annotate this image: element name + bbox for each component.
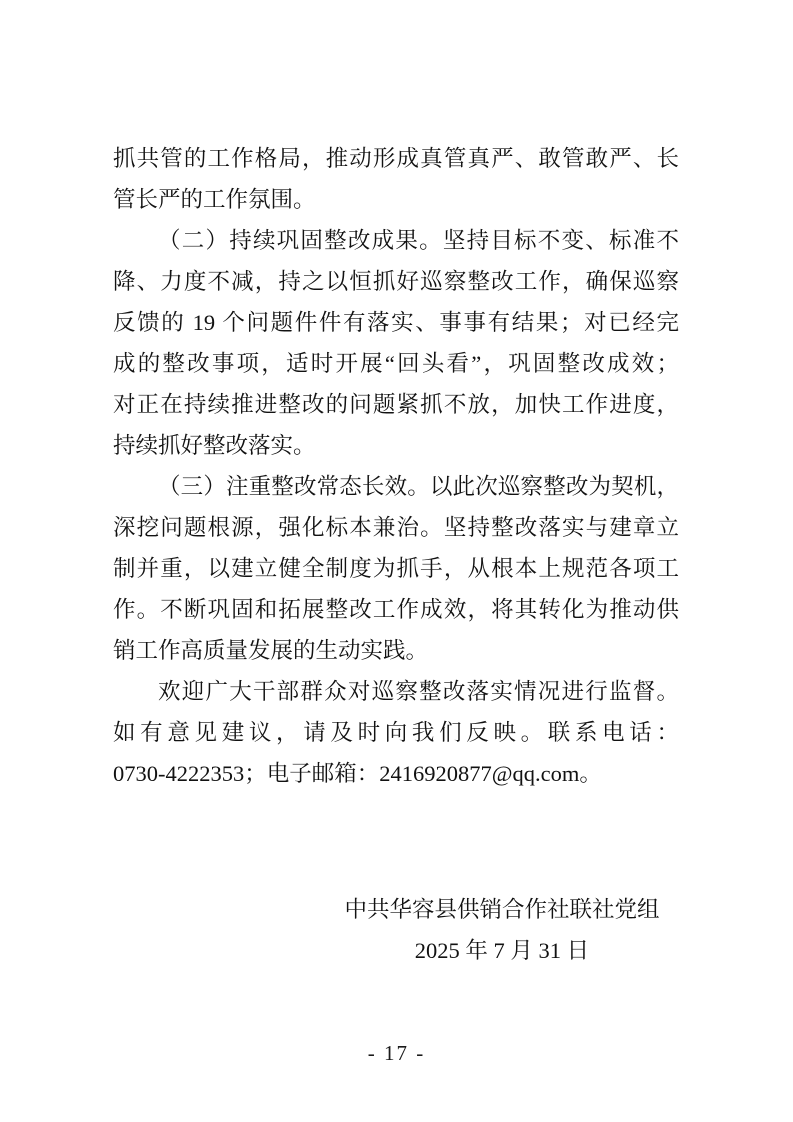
signature-block (338, 889, 666, 971)
text-line: 降、力度不减，持之以恒抓好巡察整改工作，确保巡察 (113, 269, 679, 294)
text-line: 作。不断巩固和拓展整改工作成效，将其转化为推动供 (113, 597, 679, 622)
text-line: 抓共管的工作格局，推动形成真管真严、敢管敢严、长 (113, 146, 679, 171)
text-line: （二）持续巩固整改成果。坚持目标不变、标准不 (158, 228, 679, 253)
text-line: （三）注重整改常态长效。以此次巡察整改为契机， (158, 474, 679, 499)
page-number: - 17 - (367, 1041, 426, 1065)
text-line: 管长严的工作氛围。 (113, 187, 316, 212)
text-line: 对正在持续推进整改的问题紧抓不放，加快工作进度， (113, 392, 679, 417)
signature-date: 2025 年 7 月 31 日 (414, 938, 590, 963)
text-line: 制并重，以建立健全制度为抓手，从根本上规范各项工 (113, 556, 679, 581)
text-line: 0730-4222353；电子邮箱：2416920877@qq.com。 (113, 761, 602, 786)
text-line: 销工作高质量发展的生动实践。 (113, 638, 429, 663)
text-line: 反馈的 19 个问题件件有落实、事事有结果；对已经完 (113, 310, 679, 335)
signature-org: 中共华容县供销合作社联社党组 (344, 897, 660, 922)
body-text (113, 138, 679, 794)
text-line: 成的整改事项，适时开展“回头看”，巩固整改成效； (113, 351, 679, 376)
text-line: 如有意见建议，请及时向我们反映。联系电话： (113, 720, 679, 745)
text-line: 深挖问题根源，强化标本兼治。坚持整改落实与建章立 (113, 515, 679, 540)
text-line: 持续抓好整改落实。 (113, 433, 316, 458)
text-line: 欢迎广大干部群众对巡察整改落实情况进行监督。 (158, 679, 679, 704)
